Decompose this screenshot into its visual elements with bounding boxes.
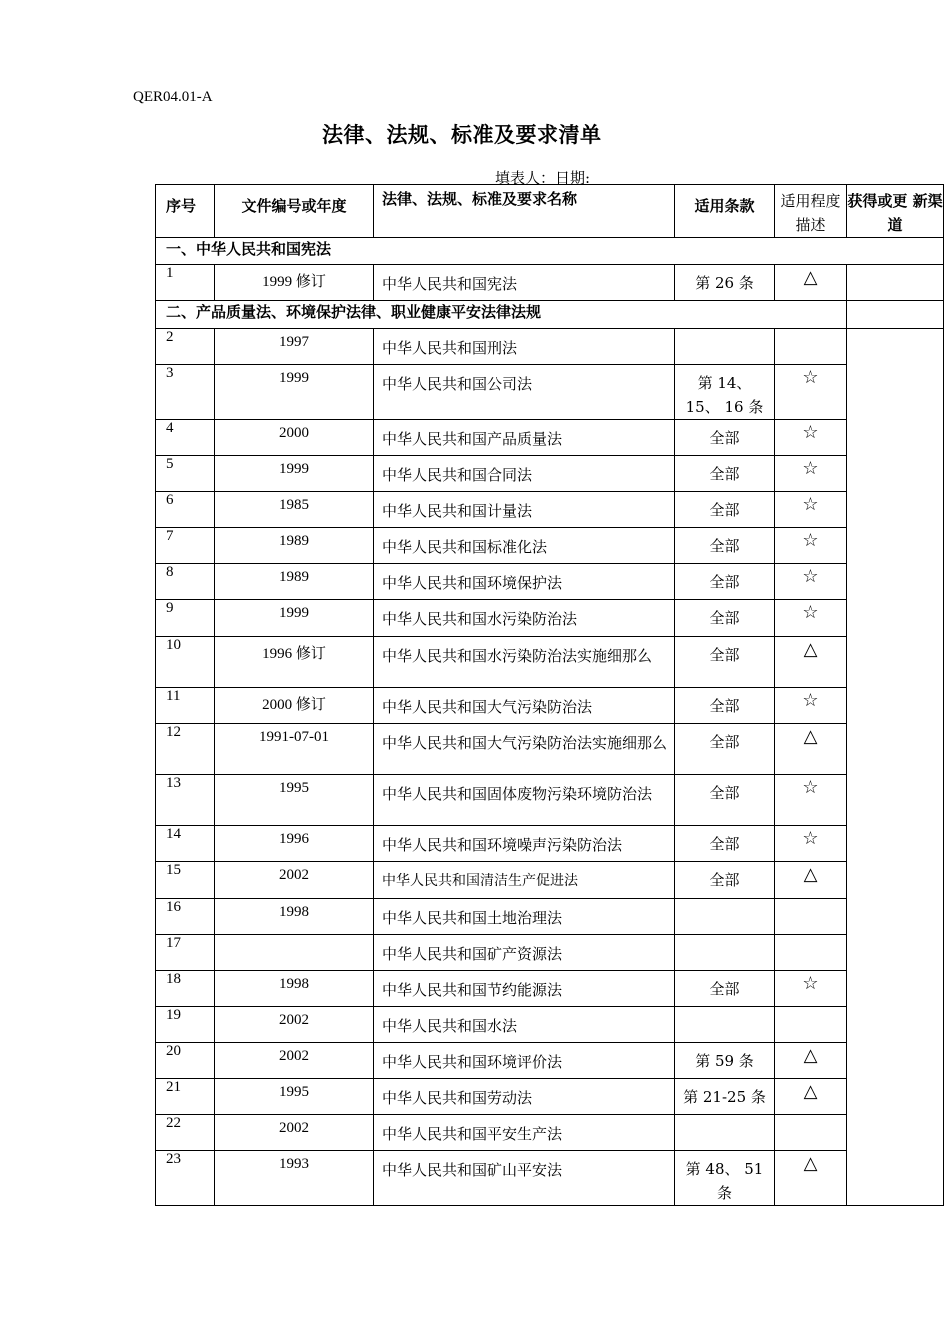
table-row [156, 365, 944, 420]
row-name: 中华人民共和国宪法 [374, 265, 675, 301]
row-name: 中华人民共和国环境保护法 [374, 564, 675, 600]
row-name: 中华人民共和国矿山平安法 [374, 1151, 675, 1206]
row-year: 2002 [215, 1043, 374, 1079]
row-year [215, 935, 374, 971]
row-name: 中华人民共和国刑法 [374, 329, 675, 365]
row-name: 中华人民共和国矿产资源法 [374, 935, 675, 971]
row-clause: 全部 [675, 862, 775, 899]
row-seq: 13 [156, 775, 215, 826]
table-row [156, 420, 944, 456]
row-name: 中华人民共和国标准化法 [374, 528, 675, 564]
header-channel: 获得或更 新渠道 [847, 185, 944, 238]
row-degree: ☆ [775, 420, 847, 456]
row-degree [775, 899, 847, 935]
row-clause: 全部 [675, 724, 775, 775]
row-seq: 20 [156, 1043, 215, 1079]
row-seq: 19 [156, 1007, 215, 1043]
row-name: 中华人民共和国环境噪声污染防治法 [374, 826, 675, 862]
header-degree: 适用程度描述 [775, 185, 847, 238]
header-name: 法律、法规、标准及要求名称 [374, 185, 675, 238]
row-name: 中华人民共和国公司法 [374, 365, 675, 420]
page-title: 法律、法规、标准及要求清单 [322, 123, 602, 147]
table-row [156, 935, 944, 971]
row-seq: 2 [156, 329, 215, 365]
row-clause: 全部 [675, 456, 775, 492]
row-clause: 第 26 条 [675, 265, 775, 301]
row-degree [775, 1007, 847, 1043]
row-name: 中华人民共和国节约能源法 [374, 971, 675, 1007]
section-channel-cell [847, 301, 944, 329]
row-degree [775, 329, 847, 365]
row-seq: 4 [156, 420, 215, 456]
row-year: 1999 修订 [215, 265, 374, 301]
row-name: 中华人民共和国清洁生产促进法 [374, 862, 675, 899]
table-row [156, 862, 944, 899]
row-year: 1989 [215, 528, 374, 564]
section-row [156, 301, 944, 329]
row-name: 中华人民共和国大气污染防治法实施细那么 [374, 724, 675, 775]
table-row [156, 1151, 944, 1206]
row-clause: 全部 [675, 637, 775, 688]
row-name: 中华人民共和国劳动法 [374, 1079, 675, 1115]
row-year: 1997 [215, 329, 374, 365]
row-clause: 第 14、 15、 16 条 [675, 365, 775, 420]
header-row [156, 185, 944, 238]
row-degree: ☆ [775, 600, 847, 637]
row-name: 中华人民共和国水污染防治法实施细那么 [374, 637, 675, 688]
row-clause: 第 48、 51 条 [675, 1151, 775, 1206]
table-row [156, 1115, 944, 1151]
row-clause: 全部 [675, 528, 775, 564]
header-year: 文件编号或年度 [215, 185, 374, 238]
row-year: 1999 [215, 365, 374, 420]
row-seq: 7 [156, 528, 215, 564]
row-year: 1999 [215, 600, 374, 637]
table-row [156, 1007, 944, 1043]
row-seq: 3 [156, 365, 215, 420]
row-degree: △ [775, 724, 847, 775]
row-degree: ☆ [775, 528, 847, 564]
row-degree: △ [775, 1043, 847, 1079]
row-degree: △ [775, 265, 847, 301]
row-year: 2000 修订 [215, 688, 374, 724]
row-name: 中华人民共和国合同法 [374, 456, 675, 492]
row-degree: ☆ [775, 826, 847, 862]
row-year: 2002 [215, 1007, 374, 1043]
row-clause: 第 59 条 [675, 1043, 775, 1079]
row-seq: 17 [156, 935, 215, 971]
table-row [156, 688, 944, 724]
row-year: 2000 [215, 420, 374, 456]
row-year: 1995 [215, 775, 374, 826]
row-year: 1996 修订 [215, 637, 374, 688]
row-degree: △ [775, 637, 847, 688]
row-degree: ☆ [775, 492, 847, 528]
table-row [156, 329, 944, 365]
row-seq: 18 [156, 971, 215, 1007]
table-row [156, 456, 944, 492]
row-clause: 全部 [675, 775, 775, 826]
row-degree [775, 1115, 847, 1151]
table-row [156, 564, 944, 600]
row-clause: 第 21-25 条 [675, 1079, 775, 1115]
row-year: 1993 [215, 1151, 374, 1206]
section-row [156, 238, 944, 265]
row-year: 1985 [215, 492, 374, 528]
table-row [156, 492, 944, 528]
row-seq: 22 [156, 1115, 215, 1151]
table-row [156, 775, 944, 826]
row-seq: 10 [156, 637, 215, 688]
row-clause: 全部 [675, 492, 775, 528]
row-clause [675, 899, 775, 935]
row-degree: ☆ [775, 365, 847, 420]
regulations-table [155, 184, 944, 1206]
table-row [156, 826, 944, 862]
row-seq: 12 [156, 724, 215, 775]
row-clause: 全部 [675, 688, 775, 724]
section-heading-2: 二、产品质量法、环境保护法律、职业健康平安法律法规 [156, 301, 847, 329]
row-clause [675, 1007, 775, 1043]
row-channel [847, 265, 944, 301]
row-name: 中华人民共和国计量法 [374, 492, 675, 528]
table-row [156, 724, 944, 775]
row-clause [675, 935, 775, 971]
table-row [156, 1043, 944, 1079]
row-seq: 1 [156, 265, 215, 301]
row-name: 中华人民共和国固体废物污染环境防治法 [374, 775, 675, 826]
row-year: 2002 [215, 1115, 374, 1151]
row-clause: 全部 [675, 564, 775, 600]
row-seq: 23 [156, 1151, 215, 1206]
filler-date-line: 填表人：日期: [495, 169, 591, 187]
row-name: 中华人民共和国产品质量法 [374, 420, 675, 456]
row-degree: ☆ [775, 971, 847, 1007]
row-seq: 16 [156, 899, 215, 935]
row-year: 1991-07-01 [215, 724, 374, 775]
table-row [156, 971, 944, 1007]
row-name: 中华人民共和国平安生产法 [374, 1115, 675, 1151]
header-seq: 序号 [156, 185, 215, 238]
row-seq: 8 [156, 564, 215, 600]
row-year: 1989 [215, 564, 374, 600]
row-year: 1998 [215, 971, 374, 1007]
table-row [156, 637, 944, 688]
row-seq: 5 [156, 456, 215, 492]
row-clause: 全部 [675, 600, 775, 637]
row-clause: 全部 [675, 420, 775, 456]
row-clause: 全部 [675, 826, 775, 862]
row-year: 1996 [215, 826, 374, 862]
row-year: 1995 [215, 1079, 374, 1115]
header-clause: 适用条款 [675, 185, 775, 238]
row-seq: 9 [156, 600, 215, 637]
row-seq: 6 [156, 492, 215, 528]
row-year: 1998 [215, 899, 374, 935]
row-name: 中华人民共和国大气污染防治法 [374, 688, 675, 724]
row-name: 中华人民共和国水法 [374, 1007, 675, 1043]
row-seq: 14 [156, 826, 215, 862]
table-row [156, 1079, 944, 1115]
row-name: 中华人民共和国土地治理法 [374, 899, 675, 935]
row-seq: 11 [156, 688, 215, 724]
table-row [156, 899, 944, 935]
row-seq: 15 [156, 862, 215, 899]
row-degree: ☆ [775, 456, 847, 492]
table-row [156, 265, 944, 301]
row-degree: △ [775, 862, 847, 899]
row-clause [675, 329, 775, 365]
table-row [156, 600, 944, 637]
row-degree: △ [775, 1151, 847, 1206]
row-name: 中华人民共和国环境评价法 [374, 1043, 675, 1079]
document-code: QER04.01-A [133, 89, 213, 105]
row-seq: 21 [156, 1079, 215, 1115]
row-year: 2002 [215, 862, 374, 899]
section-heading-1: 一、中华人民共和国宪法 [156, 238, 944, 265]
row-degree: △ [775, 1079, 847, 1115]
row-year: 1999 [215, 456, 374, 492]
row-channel-merged [847, 329, 944, 1206]
row-degree: ☆ [775, 564, 847, 600]
row-degree [775, 935, 847, 971]
row-clause [675, 1115, 775, 1151]
row-degree: ☆ [775, 775, 847, 826]
table-row [156, 528, 944, 564]
row-degree: ☆ [775, 688, 847, 724]
row-clause: 全部 [675, 971, 775, 1007]
row-name: 中华人民共和国水污染防治法 [374, 600, 675, 637]
